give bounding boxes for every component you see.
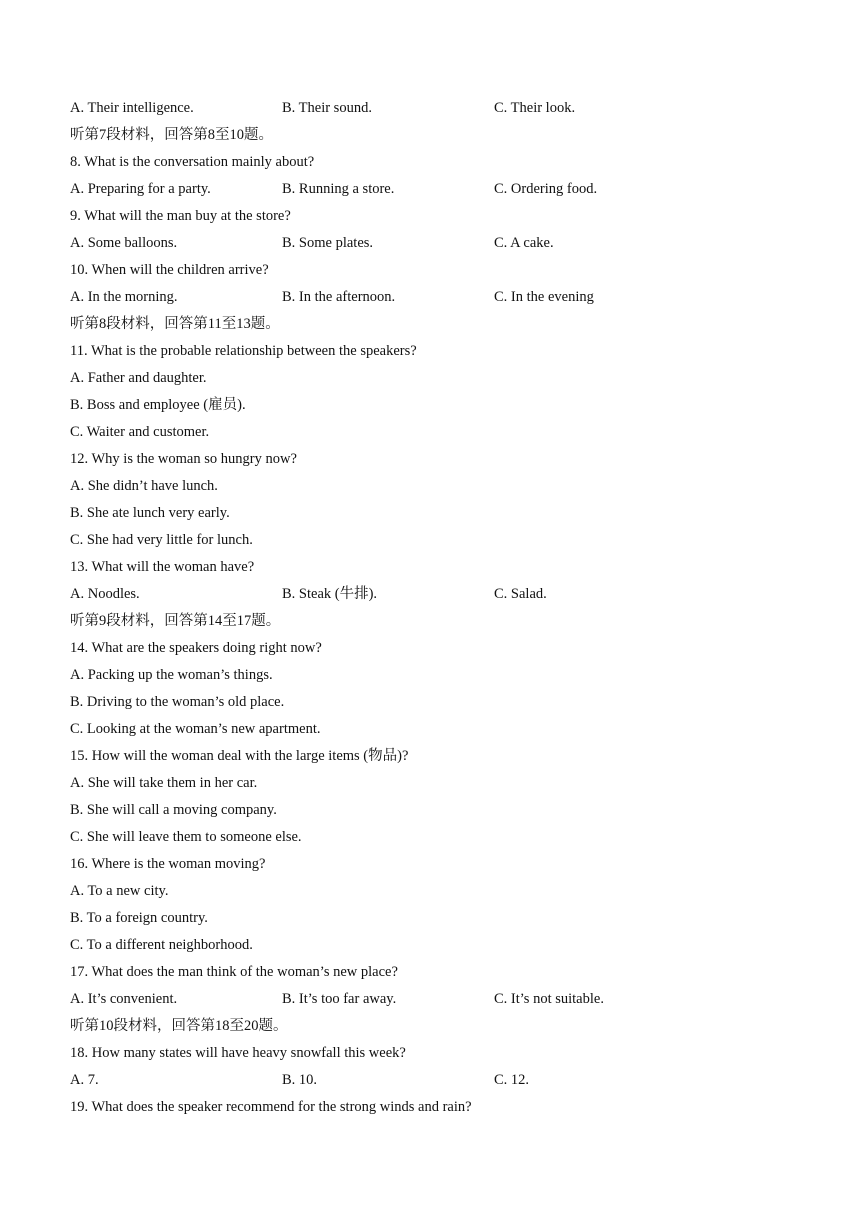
answer-option: B. Driving to the woman’s old place. [70, 694, 285, 710]
option-row [70, 287, 790, 314]
section-instruction: 听第7段材料，回答第8至10题。 [70, 127, 273, 143]
option-a: A. Preparing for a party. [70, 181, 211, 197]
question: 13. What will the woman have? [70, 559, 255, 575]
question: 17. What does the man think of the woman’s new place? [70, 964, 398, 980]
question: 8. What is the conversation mainly about? [70, 154, 315, 170]
answer-option: C. Looking at the woman’s new apartment. [70, 721, 321, 737]
option-row [70, 179, 790, 206]
answer-option: B. Boss and employee (雇员). [70, 397, 246, 413]
option-row [70, 233, 790, 260]
answer-option: B. She will call a moving company. [70, 802, 277, 818]
answer-option: A. She didn’t have lunch. [70, 478, 218, 494]
answer-option: C. She will leave them to someone else. [70, 829, 302, 845]
option-b: B. Running a store. [282, 181, 395, 197]
option-a: A. Their intelligence. [70, 100, 194, 116]
answer-option: A. Packing up the woman’s things. [70, 667, 273, 683]
question: 18. How many states will have heavy snowfall this week? [70, 1045, 406, 1061]
question: 14. What are the speakers doing right now? [70, 640, 322, 656]
option-row [70, 584, 790, 611]
option-a: A. In the morning. [70, 289, 178, 305]
option-a: A. Noodles. [70, 586, 140, 602]
option-row [70, 989, 790, 1016]
answer-option: A. Father and daughter. [70, 370, 207, 386]
option-b: B. Steak (牛排). [282, 586, 378, 602]
option-c: C. It’s not suitable. [494, 991, 604, 1007]
option-b: B. In the afternoon. [282, 289, 396, 305]
answer-option: C. To a different neighborhood. [70, 937, 253, 953]
question: 19. What does the speaker recommend for the strong winds and rain? [70, 1099, 472, 1115]
option-a: A. It’s convenient. [70, 991, 178, 1007]
question: 10. When will the children arrive? [70, 262, 269, 278]
option-c: C. 12. [494, 1072, 530, 1088]
answer-option: B. She ate lunch very early. [70, 505, 230, 521]
question: 9. What will the man buy at the store? [70, 208, 291, 224]
option-b: B. Their sound. [282, 100, 372, 116]
option-b: B. It’s too far away. [282, 991, 397, 1007]
question: 11. What is the probable relationship between the speakers? [70, 343, 417, 359]
section-instruction: 听第10段材料，回答第18至20题。 [70, 1018, 288, 1034]
question: 12. Why is the woman so hungry now? [70, 451, 297, 467]
option-c: C. In the evening [494, 289, 594, 305]
option-c: C. Their look. [494, 100, 576, 116]
option-b: B. Some plates. [282, 235, 374, 251]
answer-option: A. To a new city. [70, 883, 169, 899]
answer-option: C. Waiter and customer. [70, 424, 210, 440]
option-a: A. Some balloons. [70, 235, 178, 251]
answer-option: C. She had very little for lunch. [70, 532, 253, 548]
option-a: A. 7. [70, 1072, 99, 1088]
answer-option: A. She will take them in her car. [70, 775, 258, 791]
option-c: C. Salad. [494, 586, 547, 602]
question: 16. Where is the woman moving? [70, 856, 266, 872]
option-c: C. Ordering food. [494, 181, 598, 197]
section-instruction: 听第9段材料，回答第14至17题。 [70, 613, 281, 629]
section-instruction: 听第8段材料，回答第11至13题。 [70, 316, 280, 332]
option-c: C. A cake. [494, 235, 554, 251]
option-row [70, 1070, 790, 1097]
option-row [70, 98, 790, 125]
answer-option: B. To a foreign country. [70, 910, 208, 926]
option-b: B. 10. [282, 1072, 318, 1088]
question: 15. How will the woman deal with the large items (物品)? [70, 748, 409, 764]
